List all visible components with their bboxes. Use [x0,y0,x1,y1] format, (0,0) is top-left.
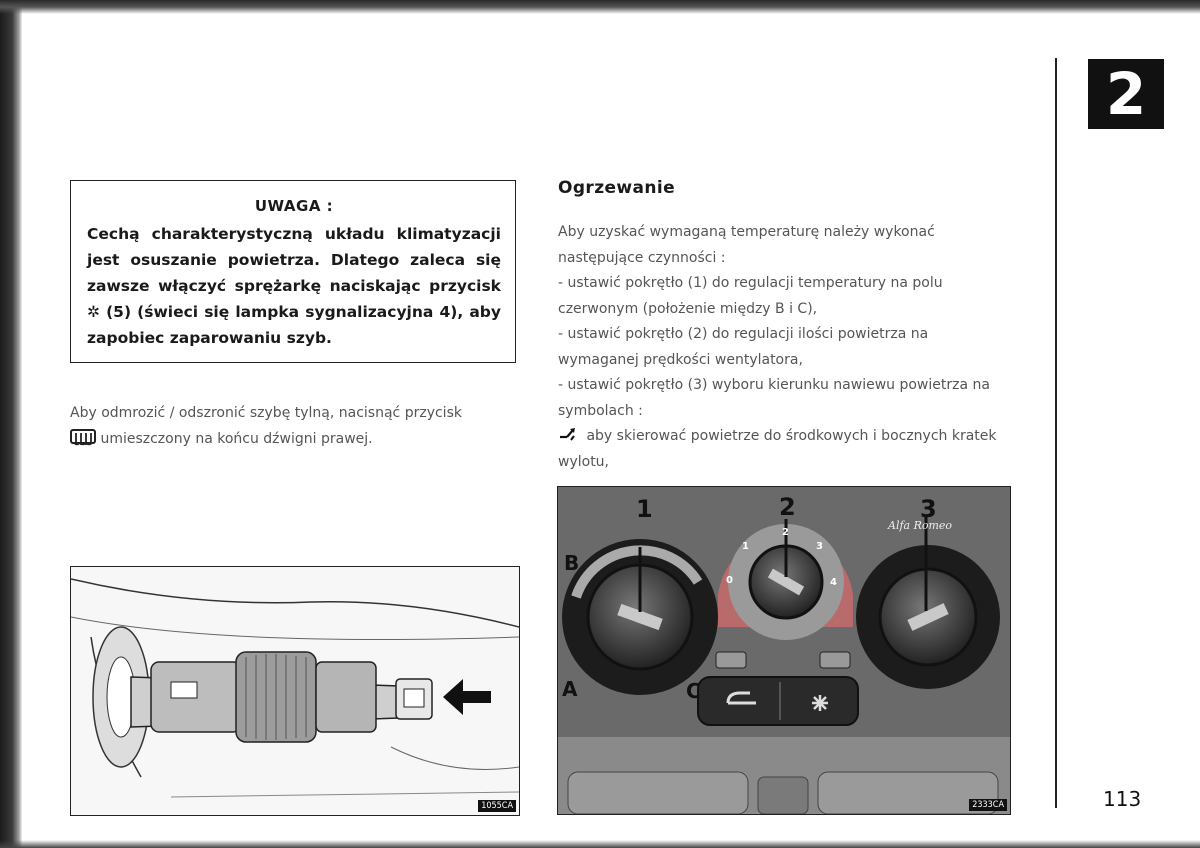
direction-text: aby skierować powietrze do środkowych i bocznych kratek wylotu, [558,428,997,470]
fan-scale-1: 1 [742,541,749,552]
brand-logo: Alfa Romeo [888,519,953,532]
chapter-tab: 2 [1088,59,1164,129]
margin-rule [1055,58,1057,808]
warning-box [70,180,516,363]
book-spine-shadow [0,0,22,848]
step-1: - ustawić pokrętło (1) do regulacji temperatury na polu czerwonym (położenie między B i C), [558,275,943,317]
page-bottom-shadow [0,840,1200,848]
fan-scale-4: 4 [830,577,837,588]
lever-drawing [71,567,519,815]
figure-code: 1055CA [478,800,516,812]
rear-defrost-icon [70,429,96,447]
lever-illustration [70,566,520,816]
rear-window-paragraph [70,400,510,452]
figure-code: 2333CA [969,799,1007,811]
vent-direction-icon [558,426,582,444]
direction-line [558,424,1010,475]
label-knob-2: 2 [779,493,796,521]
intro-text: Aby uzyskać wymaganą temperaturę należy wykonać następujące czynności : [558,224,935,266]
fan-scale-3: 3 [816,541,823,552]
step-3: - ustawić pokrętło (3) wyboru kierunku nawiewu powietrza na symbolach : [558,377,990,419]
climate-panel-photo [557,486,1011,815]
warning-title: UWAGA : [254,197,334,215]
label-c: C [686,679,701,703]
rear-window-text: Aby odmrozić / odszronić szybę tylną, nacisnąć przycisk [70,405,462,421]
fan-scale-0: 0 [726,575,733,586]
page-top-shadow [0,0,1200,14]
label-a: A [562,677,578,701]
fan-scale-2: 2 [782,527,789,538]
label-knob-1: 1 [636,495,653,523]
step-2: - ustawić pokrętło (2) do regulacji ilości powietrza na wymaganej prędkości wentylatora, [558,326,929,368]
label-b: B [564,551,580,575]
section-heading: Ogrzewanie [558,178,676,198]
heating-instructions [558,220,1010,475]
warning-text: Cechą charakterystyczną układu klimatyzacji jest osuszanie powietrza. Dlatego zaleca się zawsze włączyć sprężarkę naciskając przycisk ✲ (5) (świeci się lampka sygnalizacyjna 4), aby zapobiec zaparowaniu szyb. [87,225,501,347]
label-knob-3: 3 [920,495,937,523]
page-number: 113 [1103,787,1142,811]
rear-window-text-cont: umieszczony na końcu dźwigni prawej. [100,431,373,447]
